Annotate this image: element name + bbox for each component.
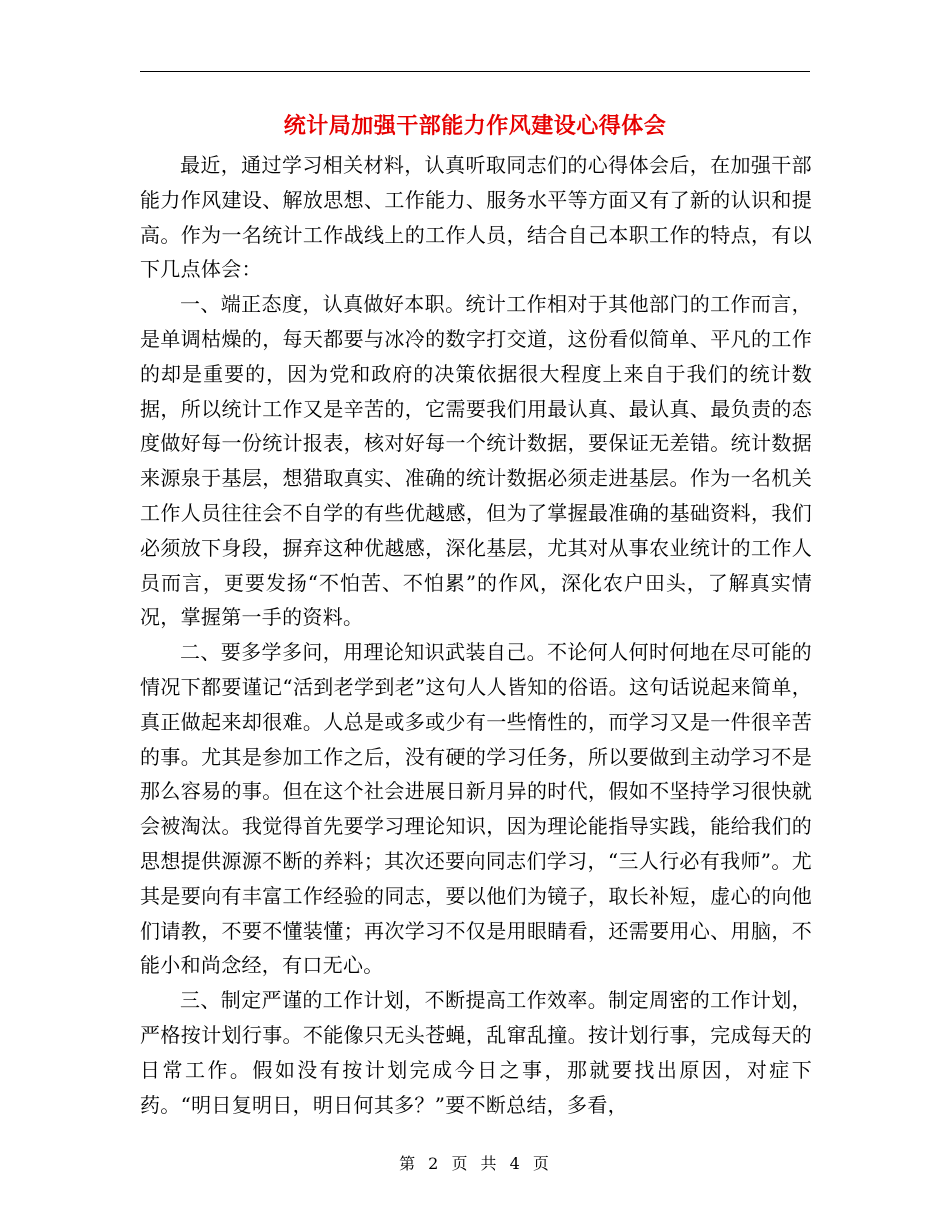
paragraph-point-2: 二、要多学多问，用理论知识武装自己。不论何人何时何地在尽可能的情况下都要谨记“活到老学到老”这句人人皆知的俗语。这句话说起来简单，真正做起来却很难。人总是或多或少有一些惰性的，而学习又是一件很辛苦的事。尤其是参加工作之后，没有硬的学习任务，所以要做到主动学习不是那么容易的事。但在这个社会进展日新月异的时代，假如不坚持学习很快就会被淘汰。我觉得首先要学习理论知识，因为理论能指导实践，能给我们的思想提供源源不断的养料；其次还要向同志们学习，“三人行必有我师”。尤其是要向有丰富工作经验的同志，要以他们为镜子，取长补短，虚心的向他们请教，不要不懂装懂；再次学习不仅是用眼睛看，还需要用心、用脑，不能小和尚念经，有口无心。 [140, 640, 812, 978]
header-rule [140, 71, 810, 72]
paragraph-intro: 最近，通过学习相关材料，认真听取同志们的心得体会后，在加强干部能力作风建设、解放思想、工作能力、服务水平等方面又有了新的认识和提高。作为一名统计工作战线上的工作人员，结合自己本职工作的特点，有以下几点体会： [140, 153, 812, 282]
paragraph-point-1: 一、端正态度，认真做好本职。统计工作相对于其他部门的工作而言，是单调枯燥的，每天都要与冰冷的数字打交道，这份看似简单、平凡的工作的却是重要的，因为党和政府的决策依据很大程度上来自于我们的统计数据，所以统计工作又是辛苦的，它需要我们用最认真、最认真、最负责的态度做好每一份统计报表，核对好每一个统计数据，要保证无差错。统计数据来源泉于基层，想猎取真实、准确的统计数据必须走进基层。作为一名机关工作人员往往会不自学的有些优越感，但为了掌握最准确的基础资料，我们必须放下身段，摒弃这种优越感，深化基层，尤其对从事农业统计的工作人员而言，更要发扬“不怕苦、不怕累”的作风，深化农户田头，了解真实情况，掌握第一手的资料。 [140, 292, 812, 630]
paragraph-point-3: 三、制定严谨的工作计划，不断提高工作效率。制定周密的工作计划，严格按计划行事。不能像只无头苍蝇，乱窜乱撞。按计划行事，完成每天的日常工作。假如没有按计划完成今日之事，那就要找出原因，对症下药。“明日复明日，明日何其多？”要不断总结，多看， [140, 988, 812, 1117]
page-number-footer: 第 2 页 共 4 页 [399, 1154, 551, 1173]
document-body [140, 148, 812, 1122]
document-title: 统计局加强干部能力作风建设心得体会 [283, 113, 667, 139]
